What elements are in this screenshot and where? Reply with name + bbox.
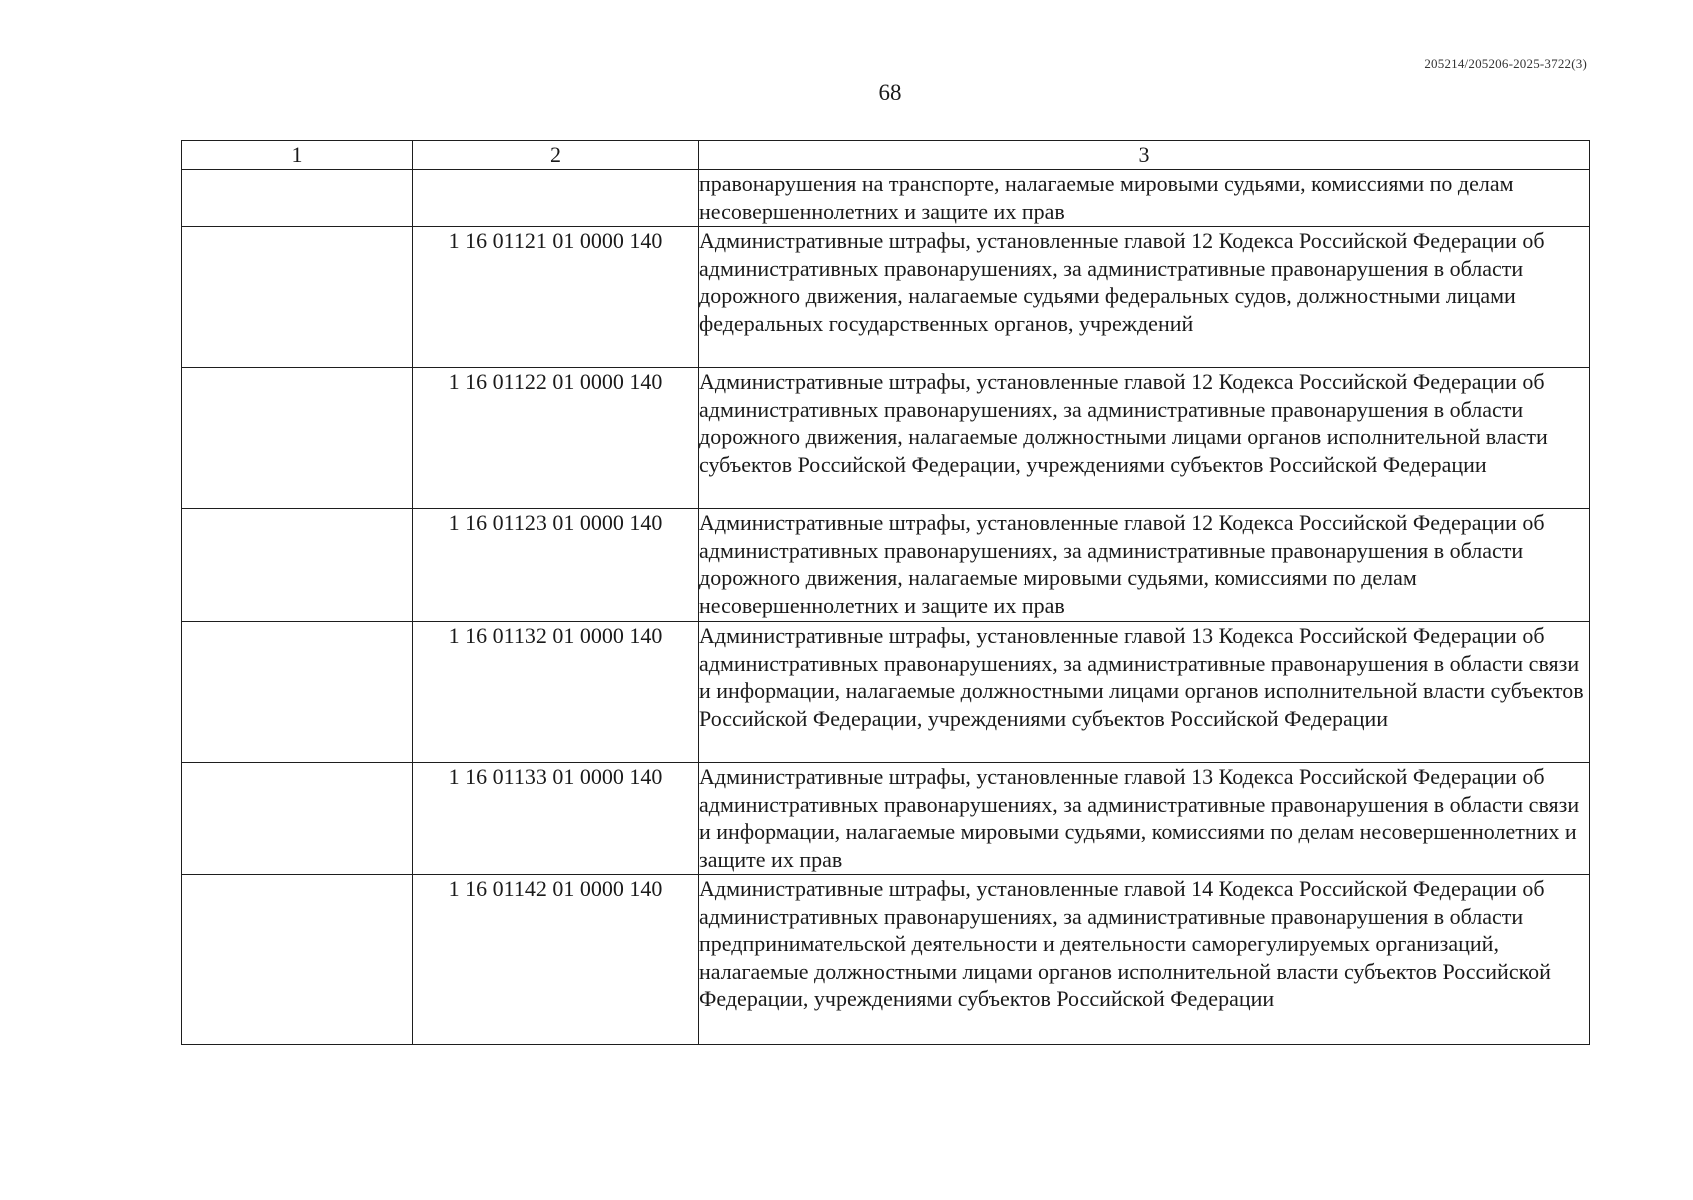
table-header-row [182,141,1590,170]
budget-code-cell: 1 16 01121 01 0000 140 [413,227,699,368]
table-row [182,509,1590,622]
table-row [182,763,1590,875]
budget-code-cell: 1 16 01122 01 0000 140 [413,368,699,509]
table-header [182,141,1590,170]
row-number-cell [182,763,413,875]
description-cell: Административные штрафы, установленные главой 12 Кодекса Российской Федерации об административных правонарушениях, за административные правонарушения в области дорожного движения, налагаемые судьями федеральных судов, должностными лицами федеральных государственных органов, учреждений [699,227,1590,368]
table-row [182,875,1590,1045]
row-number-cell [182,875,413,1045]
column-header-3: 3 [699,141,1590,170]
budget-codes-table [181,140,1590,1045]
table-row [182,622,1590,763]
row-number-cell [182,227,413,368]
row-number-cell [182,368,413,509]
row-number-cell [182,509,413,622]
description-cell: Административные штрафы, установленные главой 13 Кодекса Российской Федерации об административных правонарушениях, за административные правонарушения в области связи и информации, налагаемые должностными лицами органов исполнительной власти субъектов Российской Федерации, учреждениями субъектов Российской Федерации [699,622,1590,763]
column-header-1: 1 [182,141,413,170]
row-number-cell [182,170,413,227]
table-row [182,227,1590,368]
budget-code-cell: 1 16 01142 01 0000 140 [413,875,699,1045]
description-cell: правонарушения на транспорте, налагаемые мировыми судьями, комиссиями по делам несовершеннолетних и защите их прав [699,170,1590,227]
table-row [182,170,1590,227]
description-cell: Административные штрафы, установленные главой 12 Кодекса Российской Федерации об административных правонарушениях, за административные правонарушения в области дорожного движения, налагаемые мировыми судьями, комиссиями по делам несовершеннолетних и защите их прав [699,509,1590,622]
row-number-cell [182,622,413,763]
document-id: 205214/205206-2025-3722(3) [1424,56,1587,71]
description-cell: Административные штрафы, установленные главой 12 Кодекса Российской Федерации об административных правонарушениях, за административные правонарушения в области дорожного движения, налагаемые должностными лицами органов исполнительной власти субъектов Российской Федерации, учреждениями субъектов Российской Федерации [699,368,1590,509]
column-header-2: 2 [413,141,699,170]
budget-code-cell: 1 16 01133 01 0000 140 [413,763,699,875]
budget-code-cell: 1 16 01132 01 0000 140 [413,622,699,763]
budget-code-cell: 1 16 01123 01 0000 140 [413,509,699,622]
budget-code-cell [413,170,699,227]
budget-codes-table-container [181,140,1589,1045]
table-body [182,170,1590,1045]
description-cell: Административные штрафы, установленные главой 14 Кодекса Российской Федерации об административных правонарушениях, за административные правонарушения в области предпринимательской деятельности и деятельности саморегулируемых организаций, налагаемые должностными лицами органов исполнительной власти субъектов Российской Федерации, учреждениями субъектов Российской Федерации [699,875,1590,1045]
description-cell: Административные штрафы, установленные главой 13 Кодекса Российской Федерации об административных правонарушениях, за административные правонарушения в области связи и информации, налагаемые мировыми судьями, комиссиями по делам несовершеннолетних и защите их прав [699,763,1590,875]
page-number: 68 [878,80,902,105]
table-row [182,368,1590,509]
